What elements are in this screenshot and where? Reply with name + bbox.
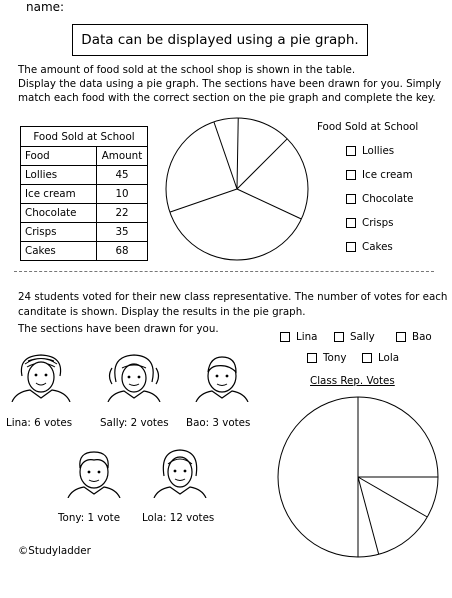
key-label: Tony [323,352,347,364]
key-item-lollies [346,145,394,157]
key-label: Lina [296,331,318,343]
key-label: Sally [350,331,375,343]
key-item-ice-cream [346,169,413,181]
key-item-lola [362,352,399,364]
student-caption: Sally: 2 votes [100,417,169,429]
food-pie-slice-divider [170,189,237,212]
student-caption: Bao: 3 votes [186,417,251,429]
instruction2-line-1: 24 students voted for their new class representative. The number of votes for each [18,291,448,303]
amount-cell: 45 [97,166,148,185]
food-pie-slice-divider [237,118,238,189]
food-pie-slice-divider [214,122,237,189]
key-item-chocolate [346,193,414,205]
votes-pie-slice-divider [358,477,427,517]
student-caption: Lina: 6 votes [6,417,73,429]
food-cell: Lollies [21,166,97,185]
key-label: Bao [412,331,432,343]
student-face-lina-icon [8,352,74,402]
key-label: Chocolate [362,193,414,205]
checkbox[interactable] [307,353,317,363]
student-face-sally-icon [104,352,164,402]
checkbox[interactable] [346,170,356,180]
key-label: Cakes [362,241,393,253]
key-label: Lollies [362,145,395,157]
column-header-food: Food [21,147,97,166]
table-row [21,242,148,261]
key-label: Lola [378,352,400,364]
food-cell: Chocolate [21,204,97,223]
instruction2-line-2: canditate is shown. Display the results in the pie graph. [18,306,306,318]
instruction2-line-3: The sections have been drawn for you. [18,323,219,335]
student-face-lola-icon [150,446,210,498]
key-label: Ice cream [362,169,413,181]
student-face-tony-icon [64,448,124,498]
food-pie-chart [162,114,312,264]
key-label: Crisps [362,217,394,229]
checkbox[interactable] [280,332,290,342]
food-cell: Ice cream [21,185,97,204]
key-item-crisps [346,217,394,229]
checkbox[interactable] [362,353,372,363]
food-pie-slice-divider [237,139,287,189]
votes-key-title: Class Rep. Votes [310,375,395,387]
table-row [21,166,148,185]
food-key-title: Food Sold at School [317,121,419,133]
name-label: name: [26,0,65,14]
table-caption: Food Sold at School [21,127,148,147]
food-cell: Crisps [21,223,97,242]
key-item-cakes [346,241,393,253]
table-row [21,204,148,223]
table-row [21,223,148,242]
amount-cell: 22 [97,204,148,223]
amount-cell: 68 [97,242,148,261]
student-face-bao-icon [192,352,252,402]
checkbox[interactable] [346,194,356,204]
amount-cell: 35 [97,223,148,242]
key-item-bao [396,331,432,343]
amount-cell: 10 [97,185,148,204]
instruction-line-2: Display the data using a pie graph. The sections have been drawn for you. Simply [18,78,442,90]
instruction-line-1: The amount of food sold at the school shop is shown in the table. [18,64,356,76]
checkbox[interactable] [346,242,356,252]
checkbox[interactable] [334,332,344,342]
votes-pie-slice-divider [358,477,379,554]
column-header-amount: Amount [97,147,148,166]
key-item-sally [334,331,375,343]
instruction-line-3: match each food with the correct section on the pie graph and complete the key. [18,92,436,104]
checkbox[interactable] [396,332,406,342]
votes-pie-chart [276,392,440,562]
student-caption: Lola: 12 votes [142,512,215,524]
food-table [20,126,148,261]
key-item-lina [280,331,317,343]
worksheet-title: Data can be displayed using a pie graph. [72,24,368,56]
table-row [21,185,148,204]
checkbox[interactable] [346,218,356,228]
section-divider [14,271,434,272]
student-caption: Tony: 1 vote [58,512,121,524]
food-pie-slice-divider [237,189,301,219]
food-cell: Cakes [21,242,97,261]
copyright-text: ©Studyladder [18,545,91,557]
key-item-tony [307,352,346,364]
checkbox[interactable] [346,146,356,156]
